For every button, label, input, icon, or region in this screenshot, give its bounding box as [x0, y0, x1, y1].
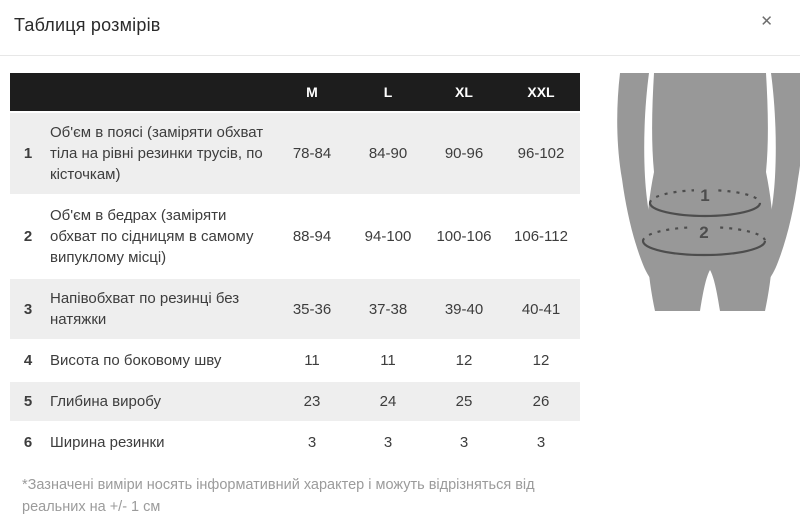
- row-value: 35-36: [274, 278, 350, 340]
- column-header-xl: XL: [426, 73, 502, 112]
- row-value: 3: [274, 422, 350, 463]
- column-header-l: L: [350, 73, 426, 112]
- row-number: 5: [10, 381, 46, 422]
- header-spacer: [46, 73, 274, 112]
- table-header-row: [10, 73, 580, 112]
- row-value: 78-84: [274, 112, 350, 195]
- row-number: 3: [10, 278, 46, 340]
- row-number: 4: [10, 340, 46, 381]
- row-value: 24: [350, 381, 426, 422]
- row-value: 23: [274, 381, 350, 422]
- row-label: Висота по боковому шву: [46, 340, 274, 381]
- row-value: 40-41: [502, 278, 580, 340]
- column-header-m: M: [274, 73, 350, 112]
- table-row: [10, 381, 580, 422]
- row-value: 37-38: [350, 278, 426, 340]
- header-spacer: [10, 73, 46, 112]
- table-row: [10, 112, 580, 195]
- row-value: 3: [350, 422, 426, 463]
- close-icon[interactable]: ✕: [760, 13, 773, 30]
- row-value: 25: [426, 381, 502, 422]
- table-row: [10, 422, 580, 463]
- row-value: 39-40: [426, 278, 502, 340]
- waist-marker-label: 1: [700, 186, 710, 205]
- hip-marker-label: 2: [699, 223, 709, 242]
- size-table: [10, 73, 580, 464]
- table-row: [10, 278, 580, 340]
- page-title: Таблиця розмірів: [14, 15, 161, 35]
- row-label: Об'єм в поясі (заміряти обхват тіла на рівні резинки трусів, по кісточкам): [46, 112, 274, 195]
- row-value: 100-106: [426, 195, 502, 278]
- size-table-container: [10, 73, 594, 518]
- row-value: 3: [426, 422, 502, 463]
- row-value: 90-96: [426, 112, 502, 195]
- column-header-xxl: XXL: [502, 73, 580, 112]
- row-value: 12: [426, 340, 502, 381]
- silhouette-figure: [612, 73, 800, 311]
- table-row: [10, 195, 580, 278]
- row-value: 88-94: [274, 195, 350, 278]
- row-value: 26: [502, 381, 580, 422]
- row-value: 94-100: [350, 195, 426, 278]
- row-value: 84-90: [350, 112, 426, 195]
- modal-header: [0, 0, 800, 56]
- row-label: Напівобхват по резинці без натяжки: [46, 278, 274, 340]
- row-value: 11: [274, 340, 350, 381]
- row-value: 106-112: [502, 195, 580, 278]
- modal-content: [0, 56, 800, 518]
- row-value: 3: [502, 422, 580, 463]
- table-row: [10, 340, 580, 381]
- row-number: 1: [10, 112, 46, 195]
- measurement-figure: [612, 73, 800, 311]
- row-label: Глибина виробу: [46, 381, 274, 422]
- row-value: 11: [350, 340, 426, 381]
- footnote: *Зазначені виміри носять інформативний характер і можуть відрізняться від реальних на +/- 1 см: [22, 477, 535, 515]
- row-label: Об'єм в бедрах (заміряти обхват по сідницям в самому випуклому місці): [46, 195, 274, 278]
- row-number: 2: [10, 195, 46, 278]
- row-value: 96-102: [502, 112, 580, 195]
- row-value: 12: [502, 340, 580, 381]
- row-number: 6: [10, 422, 46, 463]
- row-label: Ширина резинки: [46, 422, 274, 463]
